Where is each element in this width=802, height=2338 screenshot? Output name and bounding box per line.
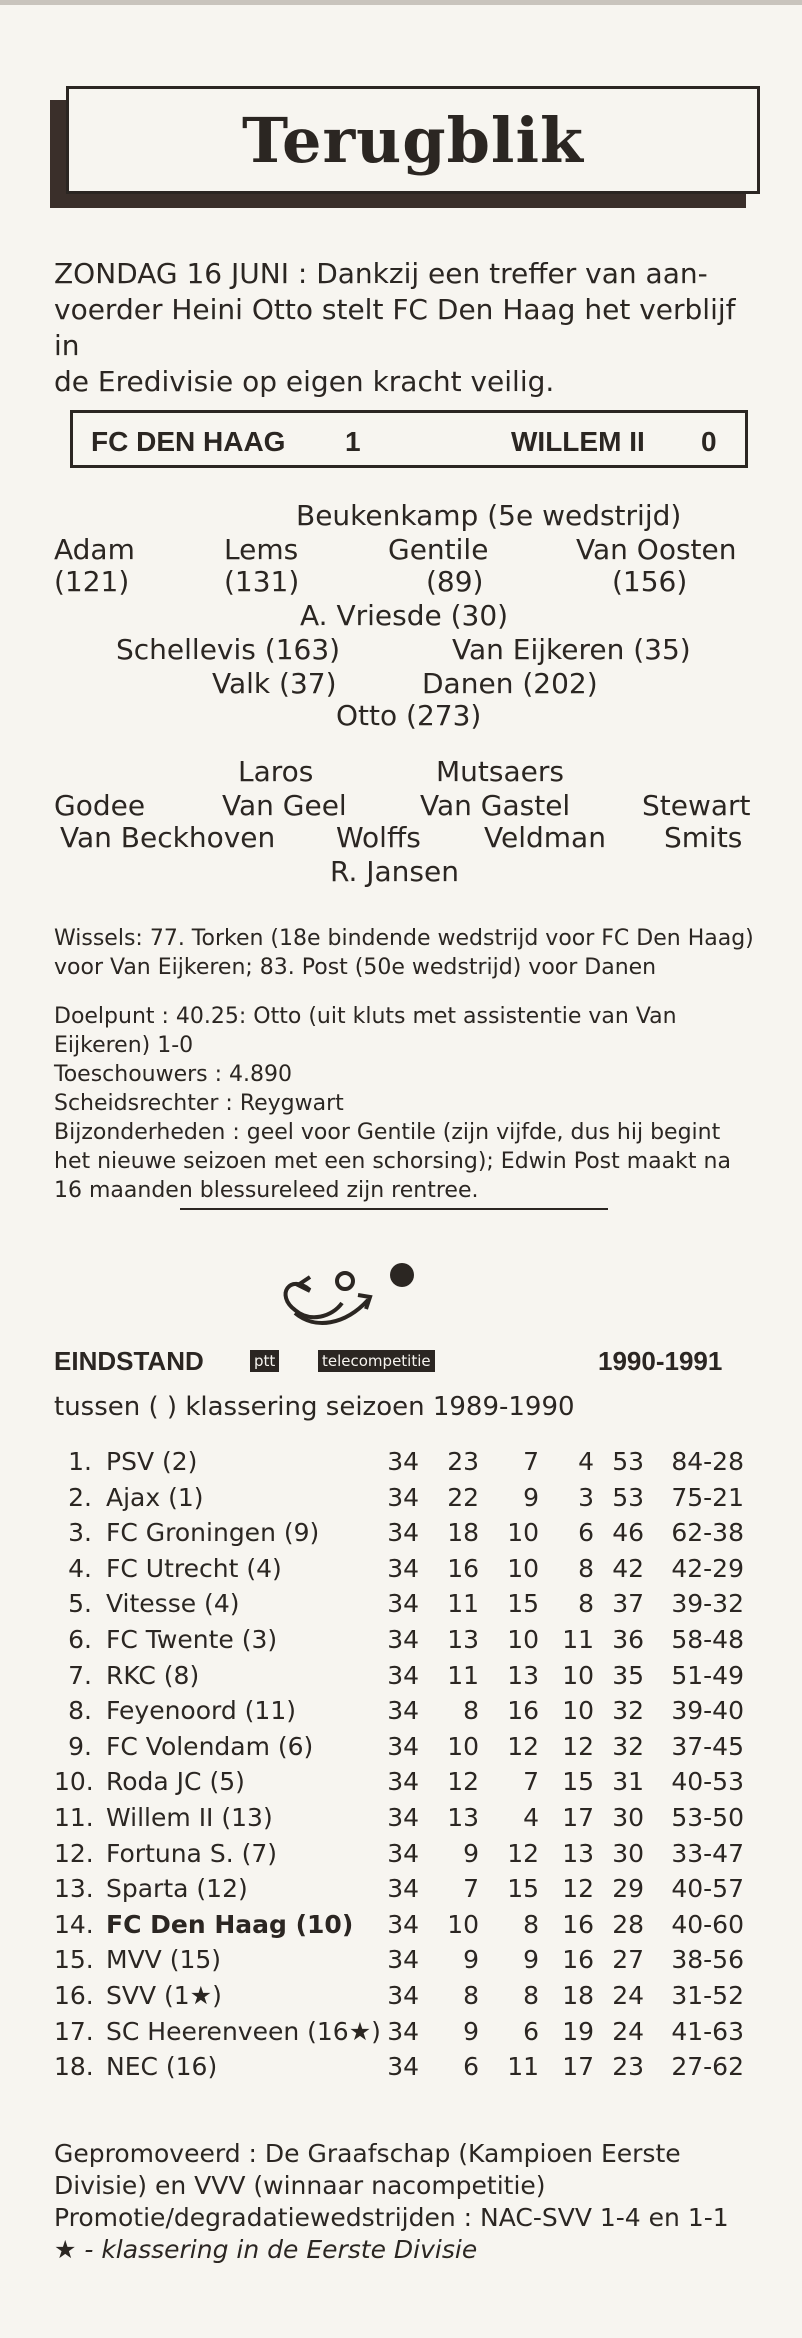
intro-line: ZONDAG 16 JUNI : Dankzij een treffer van aan- (54, 257, 708, 290)
away-player: Veldman (484, 821, 606, 854)
cell-w: 11 (447, 1660, 479, 1690)
cell-pos: 1. (68, 1447, 92, 1476)
attendance: Toeschouwers : 4.890 (54, 1062, 293, 1087)
cell-d: 13 (507, 1660, 539, 1690)
cell-d: 9 (523, 1945, 539, 1975)
table-row (54, 1943, 754, 1977)
cell-p: 34 (387, 1909, 419, 1939)
ptt-telecompetitie-logo-icon (270, 1255, 430, 1355)
cell-l: 13 (562, 1838, 594, 1868)
cell-pts: 28 (612, 1909, 644, 1939)
cell-goals: 39-40 (671, 1696, 744, 1726)
cell-p: 34 (387, 1482, 419, 1512)
top-edge (0, 0, 802, 5)
away-player: Stewart (642, 789, 751, 822)
cell-team: FC Twente (3) (106, 1625, 278, 1654)
promoted-note: Gepromoveerd : De Graafschap (Kampioen Eerste Divisie) en VVV (winnaar nacompetitie) (54, 2139, 681, 2200)
sponsor-telecompetitie: telecompetitie (318, 1350, 435, 1372)
particulars: Bijzonderheden : geel voor Gentile (zijn vijfde, dus hij begint het nieuwe seizoen met een schorsing); Edwin Post maakt na 16 maanden blessureleed zijn rentree. (54, 1120, 731, 1203)
lineup-midfielder: Valk (37) (212, 667, 337, 700)
lineup-defender: Adam (54, 533, 135, 566)
cell-pts: 46 (612, 1518, 644, 1548)
cell-l: 17 (562, 1803, 594, 1832)
cell-d: 16 (507, 1696, 539, 1726)
table-row (54, 2050, 754, 2084)
cell-pts: 37 (612, 1589, 644, 1619)
cell-p: 34 (387, 1731, 419, 1761)
cell-goals: 75-21 (671, 1482, 744, 1512)
cell-l: 17 (562, 2052, 594, 2082)
cell-d: 12 (507, 1838, 539, 1868)
cell-l: 3 (578, 1482, 594, 1512)
cell-p: 34 (387, 1553, 419, 1583)
cell-d: 9 (523, 1482, 539, 1512)
table-row (54, 1445, 754, 1479)
cell-w: 9 (463, 1838, 479, 1868)
cell-l: 19 (562, 2016, 594, 2046)
cell-pts: 23 (612, 2052, 644, 2082)
table-row (54, 2015, 754, 2049)
cell-goals: 31-52 (671, 1981, 744, 2010)
cell-l: 12 (562, 1874, 594, 1904)
cell-pts: 30 (612, 1838, 644, 1868)
cell-pts: 42 (612, 1553, 644, 1583)
cell-p: 34 (387, 2052, 419, 2082)
cell-team: PSV (2) (106, 1447, 198, 1476)
cell-d: 7 (523, 1767, 539, 1797)
cell-w: 9 (463, 1945, 479, 1975)
cell-pts: 27 (612, 1945, 644, 1975)
cell-d: 7 (523, 1447, 539, 1476)
cell-team: NEC (16) (106, 2052, 218, 2082)
cell-w: 18 (447, 1518, 479, 1548)
away-player: Van Beckhoven (60, 821, 276, 854)
cell-goals: 84-28 (671, 1447, 744, 1476)
lineup-defender: Gentile (388, 533, 489, 566)
cell-w: 12 (447, 1767, 479, 1797)
cell-l: 18 (562, 1981, 594, 2010)
cell-w: 9 (463, 2016, 479, 2046)
cell-goals: 33-47 (671, 1838, 744, 1868)
cell-w: 13 (447, 1625, 479, 1654)
cell-pts: 36 (612, 1625, 644, 1654)
cell-p: 34 (387, 1625, 419, 1654)
cell-goals: 40-57 (671, 1874, 744, 1904)
lineup-midfielder: Danen (202) (422, 667, 598, 700)
standings-note: tussen ( ) klassering seizoen 1989-1990 (54, 1392, 575, 1422)
cell-pos: 15. (54, 1945, 94, 1975)
table-row (54, 1979, 754, 2013)
cell-pos: 4. (68, 1553, 92, 1583)
cell-w: 13 (447, 1803, 479, 1832)
lineup-midfielder: Schellevis (163) (116, 633, 341, 666)
cell-pos: 11. (54, 1803, 94, 1832)
table-row (54, 1765, 754, 1799)
cell-goals: 51-49 (671, 1660, 744, 1690)
lineup-defender: Van Oosten (576, 533, 737, 566)
cell-l: 8 (578, 1589, 594, 1619)
cell-goals: 62-38 (671, 1518, 744, 1548)
cell-w: 8 (463, 1981, 479, 2010)
cell-w: 23 (447, 1447, 479, 1476)
lineup-caps: (156) (612, 565, 688, 598)
footer-notes (54, 2138, 754, 2266)
cell-pts: 53 (612, 1482, 644, 1512)
table-row (54, 1552, 754, 1586)
cell-pts: 29 (612, 1874, 644, 1904)
cell-d: 6 (523, 2016, 539, 2046)
playoff-note: Promotie/degradatiewedstrijden : NAC-SVV 1-4 en 1-1 (54, 2203, 729, 2232)
away-player: Mutsaers (436, 755, 564, 788)
cell-d: 12 (507, 1731, 539, 1761)
cell-team: FC Groningen (9) (106, 1518, 320, 1548)
lineup-libero: A. Vriesde (30) (300, 599, 509, 632)
away-score: 0 (701, 426, 717, 457)
away-player: Smits (664, 821, 743, 854)
cell-w: 6 (463, 2052, 479, 2082)
cell-p: 34 (387, 1447, 419, 1476)
cell-pos: 13. (54, 1874, 94, 1904)
table-row (54, 1659, 754, 1693)
cell-goals: 53-50 (671, 1803, 744, 1832)
away-player: Van Gastel (420, 789, 571, 822)
cell-w: 16 (447, 1553, 479, 1583)
cell-l: 16 (562, 1945, 594, 1975)
cell-w: 22 (447, 1482, 479, 1512)
cell-team: Willem II (13) (106, 1803, 273, 1832)
cell-goals: 39-32 (671, 1589, 744, 1619)
table-row (54, 1516, 754, 1550)
cell-pos: 5. (68, 1589, 92, 1619)
cell-pos: 12. (54, 1838, 94, 1868)
cell-p: 34 (387, 1518, 419, 1548)
table-row (54, 1908, 754, 1942)
intro-text (54, 256, 754, 400)
away-player: Laros (238, 755, 314, 788)
cell-pos: 16. (54, 1981, 94, 2010)
cell-pts: 31 (612, 1767, 644, 1797)
cell-p: 34 (387, 1838, 419, 1868)
cell-p: 34 (387, 1803, 419, 1832)
title-box (66, 86, 760, 194)
cell-pts: 32 (612, 1696, 644, 1726)
cell-pts: 24 (612, 2016, 644, 2046)
away-player: Godee (54, 789, 146, 822)
lineup-midfielder: Van Eijkeren (35) (452, 633, 691, 666)
table-row (54, 1587, 754, 1621)
cell-l: 12 (562, 1731, 594, 1761)
cell-team: FC Volendam (6) (106, 1731, 314, 1761)
table-row (54, 1694, 754, 1728)
cell-l: 16 (562, 1909, 594, 1939)
cell-team: SC Heerenveen (16★) (106, 2016, 381, 2046)
away-keeper: R. Jansen (330, 855, 459, 888)
cell-p: 34 (387, 2016, 419, 2046)
cell-p: 34 (387, 1767, 419, 1797)
cell-d: 4 (523, 1803, 539, 1832)
cell-pts: 53 (612, 1447, 644, 1476)
table-row (54, 1623, 754, 1657)
intro-line: de Eredivisie op eigen kracht veilig. (54, 365, 555, 398)
cell-pts: 35 (612, 1660, 644, 1690)
cell-team: Fortuna S. (7) (106, 1838, 277, 1868)
away-team: WILLEM II (511, 426, 645, 457)
cell-l: 10 (562, 1660, 594, 1690)
season-label: 1990-1991 (598, 1346, 723, 1376)
cell-team: SVV (1★) (106, 1981, 222, 2010)
cell-team: FC Den Haag (10) (106, 1909, 354, 1939)
cell-pos: 10. (54, 1767, 94, 1797)
lineup-caps: (89) (426, 565, 484, 598)
lineup-keeper: Beukenkamp (5e wedstrijd) (296, 499, 682, 532)
cell-team: RKC (8) (106, 1660, 200, 1690)
cell-pos: 17. (54, 2016, 94, 2046)
cell-p: 34 (387, 1981, 419, 2010)
cell-p: 34 (387, 1660, 419, 1690)
away-player: Wolffs (336, 821, 421, 854)
cell-d: 10 (507, 1625, 539, 1654)
cell-pts: 30 (612, 1803, 644, 1832)
table-row (54, 1801, 754, 1835)
cell-l: 10 (562, 1696, 594, 1726)
cell-w: 8 (463, 1696, 479, 1726)
cell-goals: 27-62 (671, 2052, 744, 2082)
match-score-box (70, 410, 748, 468)
cell-l: 8 (578, 1553, 594, 1583)
cell-pos: 18. (54, 2052, 94, 2082)
page-title: Terugblik (242, 103, 584, 177)
cell-d: 8 (523, 1909, 539, 1939)
cell-team: Sparta (12) (106, 1874, 248, 1904)
cell-l: 6 (578, 1518, 594, 1548)
cell-d: 10 (507, 1553, 539, 1583)
goal-detail: Doelpunt : 40.25: Otto (uit kluts met assistentie van Van Eijkeren) 1-0 (54, 1004, 677, 1058)
cell-pts: 32 (612, 1731, 644, 1761)
home-score: 1 (345, 426, 361, 457)
cell-l: 11 (562, 1625, 594, 1654)
cell-pts: 24 (612, 1981, 644, 2010)
cell-p: 34 (387, 1696, 419, 1726)
table-row (54, 1481, 754, 1515)
table-row (54, 1837, 754, 1871)
lineup-caps: (131) (224, 565, 300, 598)
lineup-striker: Otto (273) (336, 699, 482, 732)
cell-team: Ajax (1) (106, 1482, 204, 1512)
cell-pos: 3. (68, 1518, 92, 1548)
lineup-caps: (121) (54, 565, 130, 598)
cell-d: 15 (507, 1874, 539, 1904)
cell-pos: 6. (68, 1625, 92, 1654)
cell-pos: 8. (68, 1696, 92, 1726)
home-team: FC DEN HAAG (91, 426, 286, 457)
cell-goals: 40-53 (671, 1767, 744, 1797)
cell-goals: 41-63 (671, 2016, 744, 2046)
cell-d: 15 (507, 1589, 539, 1619)
cell-d: 8 (523, 1981, 539, 2010)
cell-pos: 9. (68, 1731, 92, 1761)
cell-w: 7 (463, 1874, 479, 1904)
substitutions: Wissels: 77. Torken (18e bindende wedstrijd voor FC Den Haag) voor Van Eijkeren; 83. Post (50e wedstrijd) voor Danen (54, 926, 754, 980)
star-legend: ★ - klassering in de Eerste Divisie (54, 2235, 478, 2264)
table-row (54, 1872, 754, 1906)
cell-p: 34 (387, 1945, 419, 1975)
cell-team: Vitesse (4) (106, 1589, 240, 1619)
cell-team: MVV (15) (106, 1945, 222, 1975)
cell-goals: 38-56 (671, 1945, 744, 1975)
cell-l: 15 (562, 1767, 594, 1797)
cell-goals: 40-60 (671, 1909, 744, 1939)
cell-d: 11 (507, 2052, 539, 2082)
cell-pos: 2. (68, 1482, 92, 1512)
away-player: Van Geel (222, 789, 347, 822)
divider (180, 1208, 608, 1210)
sponsor-ptt: ptt (250, 1350, 279, 1372)
lineup-defender: Lems (224, 533, 299, 566)
cell-pos: 7. (68, 1660, 92, 1690)
cell-w: 10 (447, 1909, 479, 1939)
cell-p: 34 (387, 1874, 419, 1904)
referee: Scheidsrechter : Reygwart (54, 1091, 344, 1116)
cell-w: 10 (447, 1731, 479, 1761)
cell-p: 34 (387, 1589, 419, 1619)
intro-line: voerder Heini Otto stelt FC Den Haag het verblijf in (54, 293, 736, 362)
cell-team: FC Utrecht (4) (106, 1553, 282, 1583)
cell-l: 4 (578, 1447, 594, 1476)
cell-w: 11 (447, 1589, 479, 1619)
cell-goals: 42-29 (671, 1553, 744, 1583)
cell-goals: 37-45 (671, 1731, 744, 1761)
table-row (54, 1730, 754, 1764)
cell-pos: 14. (54, 1909, 94, 1939)
cell-goals: 58-48 (671, 1625, 744, 1654)
cell-d: 10 (507, 1518, 539, 1548)
standings-heading: EINDSTAND (54, 1346, 204, 1376)
cell-team: Roda JC (5) (106, 1767, 245, 1797)
cell-team: Feyenoord (11) (106, 1696, 296, 1726)
